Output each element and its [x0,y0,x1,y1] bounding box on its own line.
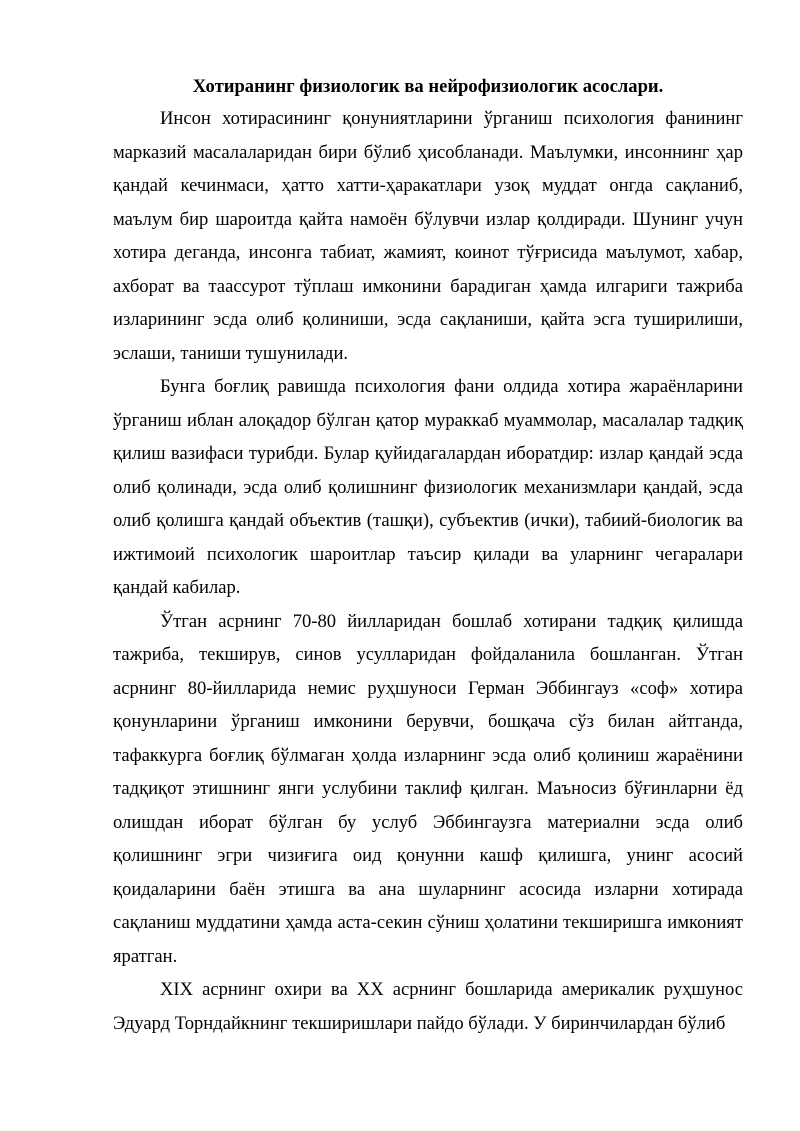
paragraph-3: Ўтган асрнинг 70-80 йилларидан бошлаб хотирани тадқиқ қилишда тажриба, текширув, синов усулларидан фойдаланила бошланган. Ўтган асрнинг 80-йилларида немис руҳшуноси Герман Эббингауз «соф» хотира қонунларини ўрганиш имконини берувчи, бошқача сўз билан айтганда, тафаккурга боғлиқ бўлмаган ҳолда изларнинг эсда олиб қолиниш жараёнини тадқиқот этишнинг янги услубини таклиф қилган. Маъносиз бўғинларни ёд олишдан иборат бўлган бу услуб Эббингаузга материални эсда олиб қолишнинг эгри чизиғига оид қонунни кашф қилишга, унинг асосий қоидаларини баён этишга ва ана шуларнинг асосида изларни хотирада сақланиш муддатини ҳамда аста-секин сўниш ҳолатини текширишга имконият яратган. [113,610,743,967]
paragraph-4: XIX асрнинг охири ва XX асрнинг бошларида америкалик руҳшунос Эдуард Торндайкнинг текширишлари пайдо бўлади. У биринчилардан бўлиб [113,979,743,1034]
document-title: Хотиранинг физиологик ва нейрофизиологик асослари. [192,76,664,97]
document-page [113,72,743,1040]
paragraph-2: Бунга боғлиқ равишда психология фани олдида хотира жараёнларини ўрганиш иблан алоқадор бўлган қатор мураккаб муаммолар, масалалар тадқиқ қилиш вазифаси турибди. Булар қуйидагалардан иборатдир: излар қандай эсда олиб қолинади, эсда олиб қолишнинг физиологик механизмлари қандай, эсда олиб қолишга қандай объектив (ташқи), субъектив (ички), табиий-биологик ва ижтимоий психологик шароитлар таъсир қилади ва уларнинг чегаралари қандай кабилар. [113,376,743,598]
paragraph-1: Инсон хотирасининг қонуниятларини ўрганиш психология фанининг марказий масалаларидан бири бўлиб ҳисобланади. Маълумки, инсоннинг ҳар қандай кечинмаси, ҳатто хатти-ҳаракатлари узоқ муддат онгда сақланиб, маълум бир шароитда қайта намоён бўлувчи излар қолдиради. Шунинг учун хотира деганда, инсонга табиат, жамият, коинот тўғрисида маълумот, хабар, ахборат ва таассурот тўплаш имконини барадиган ҳамда илгариги тажриба изларининг эсда олиб қолиниши, эсда сақланиши, қайта эсга туширилиши, эслаши, таниши тушунилади. [113,108,743,364]
